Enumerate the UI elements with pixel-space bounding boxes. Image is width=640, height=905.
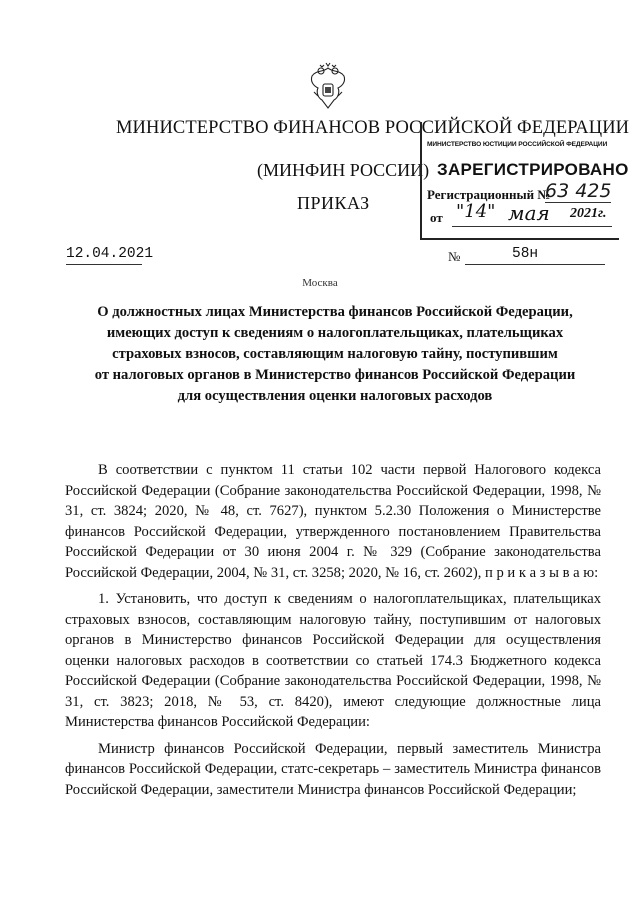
title-line: страховых взносов, составляющим налоговую тайну, поступившим (112, 346, 558, 362)
title-line: для осуществления оценки налоговых расходов (177, 388, 493, 404)
stamp-month: мая (508, 201, 550, 225)
stamp-registration-number: 63 425 (545, 180, 612, 202)
stamp-registered-label: ЗАРЕГИСТРИРОВАНО (437, 160, 629, 179)
order-number: 58н (512, 246, 539, 262)
title-line: О должностных лицах Министерства финансов Российской Федерации, (97, 304, 573, 320)
document-type: ПРИКАЗ (297, 193, 370, 213)
stamp-registration-number-label: Регистрационный № (427, 187, 551, 202)
body-paragraph: В соответствии с пунктом 11 статьи 102 части первой Налогового кодекса Российской Федерации (Собрание законодательства Российской Федерации, 1998, № 31, ст. 3824; 2020, № 48, ст. 7627), пунктом 5.2.30 Положения о Министерстве финансов Российской Федерации, утвержденного постановлением Правительства Российской Федерации от 30 июня 2004 г. № 329 (Собрание законодательства Российской Федерации, 2004, № 31, ст. 3258; 2020, № 16, ст. 2602), п р и к а з ы в а ю: (65, 462, 601, 581)
title-line: имеющих доступ к сведениям о налогоплательщиках, плательщиках (106, 325, 564, 341)
order-number-sign: № (448, 249, 461, 264)
order-date: 12.04.2021 (66, 246, 154, 262)
stamp-date-underline (452, 226, 612, 227)
stamp-day: "14" (456, 201, 496, 222)
document-body (65, 460, 601, 806)
stamp-year: 2021г. (570, 206, 607, 221)
stamp-number-underline (545, 202, 611, 203)
order-city: Москва (302, 277, 338, 289)
title-line: от налоговых органов в Министерство финансов Российской Федерации (94, 367, 576, 383)
coat-of-arms-emblem (306, 62, 350, 112)
body-paragraph: 1. Установить, что доступ к сведениям о налогоплательщиках, плательщиках страховых взносов, составляющим налоговую тайну, поступившим от налоговых органов в Министерство финансов Российской Федерации для осуществления оценки налоговых расходов в соответствии со статьей 174.3 Бюджетного кодекса Российской Федерации (Собрание законодательства Российской Федерации, 1998, № 31, ст. 3823; 2018, № 53, ст. 8420), имеют следующие должностные лица Министерства финансов Российской Федерации: (65, 591, 601, 730)
ministry-name: МИНИСТЕРСТВО ФИНАНСОВ РОССИЙСКОЙ ФЕДЕРАЦИИ (116, 118, 630, 138)
document-title (60, 302, 610, 407)
stamp-date-from-label: от (430, 210, 443, 225)
order-number-underline (465, 264, 605, 265)
ministry-short-name: (МИНФИН РОССИИ) (257, 160, 430, 180)
body-paragraph: Министр финансов Российской Федерации, первый заместитель Министра финансов Российской Федерации, статс-секретарь – заместитель Министра финансов Российской Федерации, заместители Министра финансов Российской Федерации; (65, 740, 601, 798)
stamp-organization: МИНИСТЕРСТВО ЮСТИЦИИ РОССИЙСКОЙ ФЕДЕРАЦИИ (427, 141, 608, 148)
order-date-underline (66, 264, 142, 265)
